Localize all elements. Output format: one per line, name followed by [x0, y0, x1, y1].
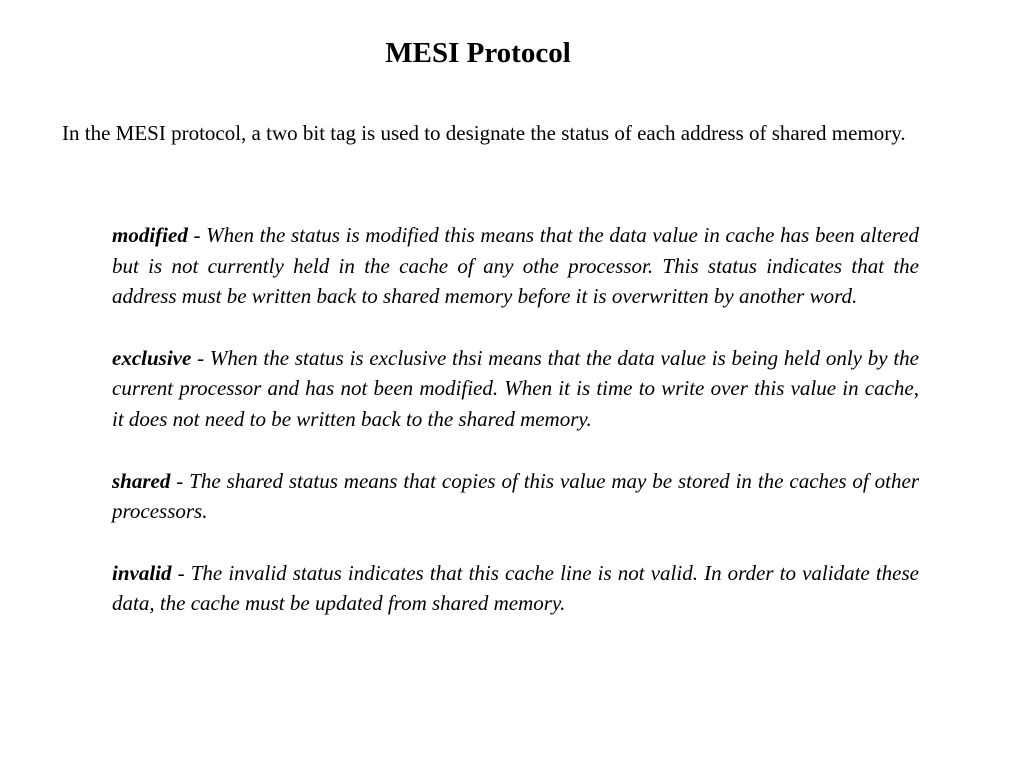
definition-text: - The invalid status indicates that this cache line is not valid. In order to validate these data, the cache must be updated from shared memory.: [112, 560, 919, 616]
definition-modified: [112, 220, 919, 312]
definitions-list: [112, 220, 919, 650]
definition-term: exclusive: [112, 345, 192, 370]
definition-text: - The shared status means that copies of this value may be stored in the caches of other processors.: [112, 468, 919, 524]
definition-exclusive: [112, 343, 919, 435]
intro-paragraph: In the MESI protocol, a two bit tag is used to designate the status of each address of shared memory.: [62, 121, 906, 145]
definition-shared: [112, 466, 919, 527]
definition-text: - When the status is modified this means that the data value in cache has been altered but is not currently held in the cache of any othe processor. This status indicates that the address must be written back to shared memory before it is overwritten by another word.: [112, 223, 919, 309]
definition-text: - When the status is exclusive thsi means that the data value is being held only by the current processor and has not been modified. When it is time to write over this value in cache, it does not need to be written back to the shared memory.: [112, 345, 919, 431]
definition-term: modified: [112, 223, 188, 247]
definition-invalid: [112, 558, 919, 619]
definition-term: shared: [112, 468, 171, 493]
definition-term: invalid: [112, 560, 172, 585]
page-title: MESI Protocol: [385, 37, 571, 69]
